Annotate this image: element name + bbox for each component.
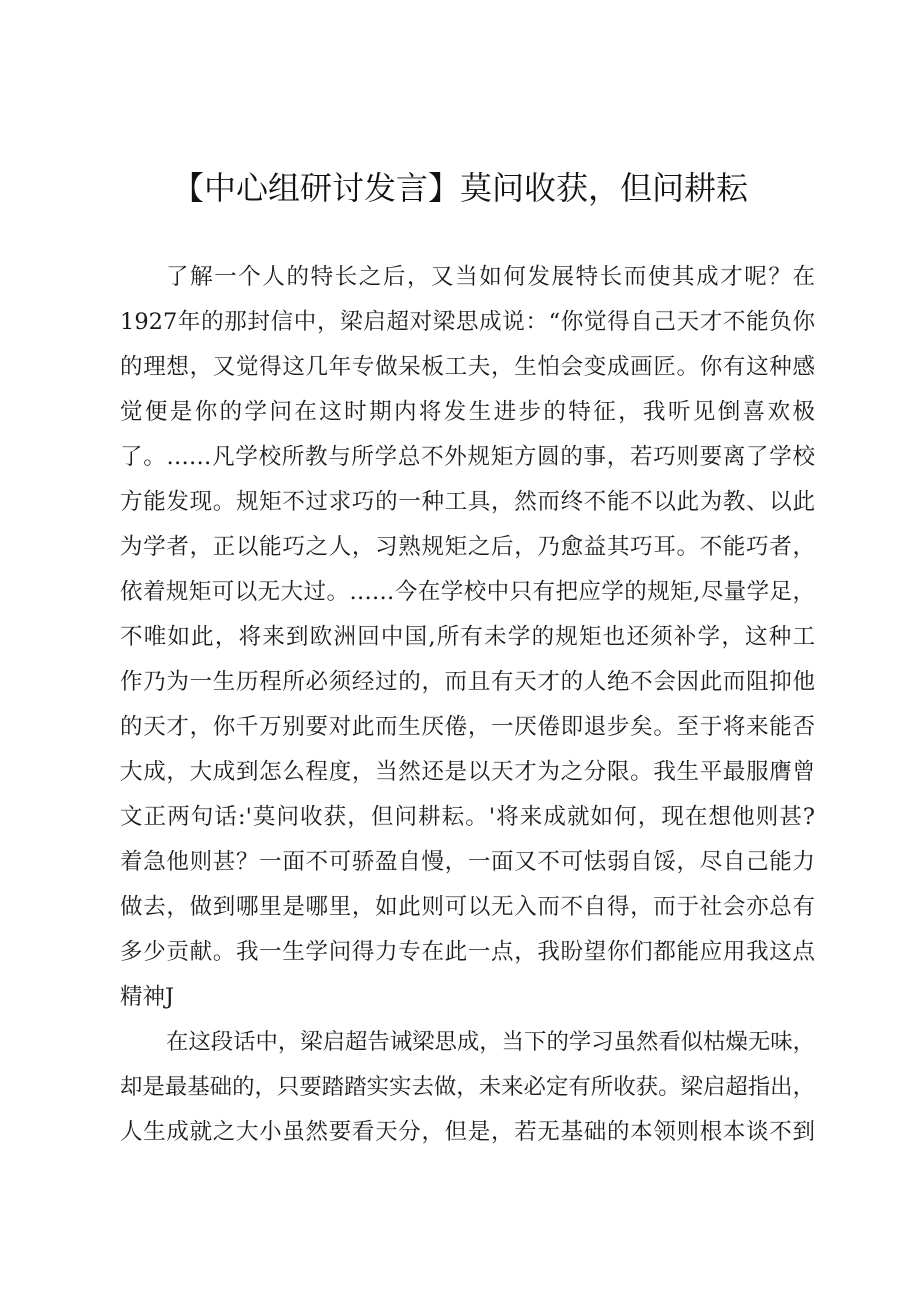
text-line: 多少贡献。我一生学问得力专在此一点，我盼望你们都能应用我这点 bbox=[120, 939, 815, 965]
text-line: 大成，大成到怎么程度，当然还是以天才为之分限。我生平最服膺曾 bbox=[120, 759, 815, 785]
text-line: 精神J bbox=[120, 984, 175, 1010]
text-line: 着急他则甚？一面不可骄盈自慢，一面又不可怯弱自馁，尽自己能力 bbox=[120, 849, 815, 875]
text-line: 的理想，又觉得这几年专做呆板工夫，生怕会变成画匠。你有这种感 bbox=[120, 354, 815, 380]
text-line: 文正两句话:'莫问收获，但问耕耘。'将来成就如何，现在想他则甚? bbox=[120, 804, 815, 830]
text-line: 人生成就之大小虽然要看天分，但是，若无基础的本领则根本谈不到 bbox=[120, 1119, 815, 1145]
text-line: 了。……凡学校所教与所学总不外规矩方圆的事，若巧则要离了学校 bbox=[120, 444, 815, 470]
text-line: 依着规矩可以无大过。……今在学校中只有把应学的规矩,尽量学足， bbox=[120, 579, 815, 605]
text-line: 作乃为一生历程所必须经过的，而且有天才的人绝不会因此而阻抑他 bbox=[120, 669, 815, 695]
text-line: 觉便是你的学问在这时期内将发生进步的特征，我听见倒喜欢极 bbox=[120, 399, 815, 425]
text-line: 不唯如此，将来到欧洲回中国,所有未学的规矩也还须补学，这种工 bbox=[120, 624, 815, 650]
text-line: 了解一个人的特长之后，又当如何发展特长而使其成才呢？在 bbox=[166, 264, 815, 290]
paragraph-2 bbox=[120, 1020, 815, 1155]
text-line: 却是最基础的，只要踏踏实实去做，未来必定有所收获。梁启超指出， bbox=[120, 1074, 815, 1100]
text-line: 1927年的那封信中，梁启超对梁思成说：“你觉得自己天才不能负你 bbox=[120, 309, 815, 335]
text-line: 做去，做到哪里是哪里，如此则可以无入而不自得，而于社会亦总有 bbox=[120, 894, 815, 920]
document-title: 【中心组研讨发言】莫问收获，但问耕耘 bbox=[171, 169, 748, 207]
text-line: 在这段话中，梁启超告诫梁思成，当下的学习虽然看似枯燥无味， bbox=[166, 1029, 815, 1055]
text-line: 为学者，正以能巧之人，习熟规矩之后，乃愈益其巧耳。不能巧者， bbox=[120, 534, 815, 560]
text-line: 的天才，你千万别要对此而生厌倦，一厌倦即退步矣。至于将来能否 bbox=[120, 714, 815, 740]
paragraph-1 bbox=[120, 255, 815, 1020]
text-line: 方能发现。规矩不过求巧的一种工具，然而终不能不以此为教、以此 bbox=[120, 489, 815, 515]
document-body bbox=[120, 255, 815, 1155]
